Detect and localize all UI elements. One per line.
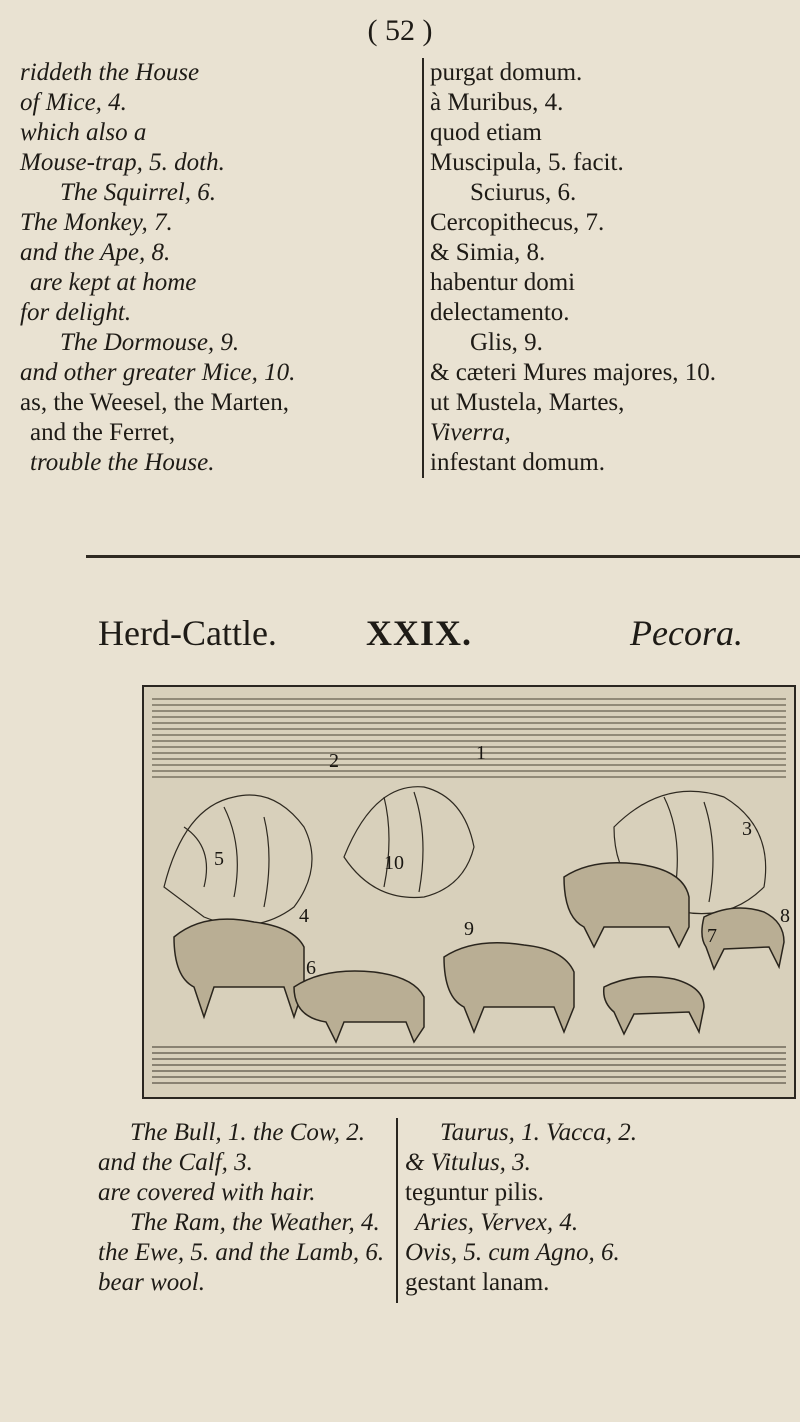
text-row <box>0 268 800 298</box>
text-row <box>0 148 800 178</box>
latin-line: purgat domum. <box>430 59 583 86</box>
text-row <box>0 118 800 148</box>
latin-line: & cæteri Mures majores, 10. <box>430 359 717 386</box>
latin-line: infestant domum. <box>430 449 605 476</box>
sky-hatching <box>152 699 786 777</box>
english-line: Mouse-trap, 5. doth. <box>20 149 225 176</box>
latin-line: Sciurus, 6. <box>470 179 577 206</box>
text-row <box>0 388 800 418</box>
latin-line: à Muribus, 4. <box>430 89 564 116</box>
ground-hatching <box>152 1047 786 1083</box>
section-divider <box>86 555 800 558</box>
english-line: riddeth the House <box>20 59 200 86</box>
english-line: and the Calf, 3. <box>98 1149 253 1176</box>
latin-line: Muscipula, 5. facit. <box>430 149 624 176</box>
english-line: The Ram, the Weather, 4. <box>130 1209 380 1236</box>
text-row <box>0 1268 800 1298</box>
text-row <box>0 358 800 388</box>
english-line: are covered with hair. <box>98 1179 316 1206</box>
plate-label: 6 <box>306 957 316 979</box>
english-line: bear wool. <box>98 1269 205 1296</box>
chapter-heading <box>0 610 800 660</box>
engraving-plate <box>142 685 796 1099</box>
text-row <box>0 208 800 238</box>
latin-line: Viverra, <box>430 419 511 446</box>
english-line: trouble the House. <box>30 449 215 476</box>
latin-line: teguntur pilis. <box>405 1179 544 1206</box>
english-line: and the Ape, 8. <box>20 239 171 266</box>
english-line: The Monkey, 7. <box>20 209 173 236</box>
english-line: The Squirrel, 6. <box>60 179 217 206</box>
plate-label: 1 <box>476 742 486 764</box>
text-row <box>0 1118 800 1148</box>
latin-line: delectamento. <box>430 299 570 326</box>
latin-line: Aries, Vervex, 4. <box>415 1209 579 1236</box>
latin-line: Ovis, 5. cum Agno, 6. <box>405 1239 620 1266</box>
page-number: ( 52 ) <box>367 14 433 47</box>
english-line: The Bull, 1. the Cow, 2. <box>130 1119 365 1146</box>
plate-label: 8 <box>780 905 790 927</box>
english-line: and the Ferret, <box>30 419 176 446</box>
english-line: are kept at home <box>30 269 197 296</box>
heading-latin: Pecora. <box>630 613 743 653</box>
latin-line: Glis, 9. <box>470 329 543 356</box>
english-line: which also a <box>20 119 147 146</box>
plate-label: 5 <box>214 848 224 870</box>
herd-cattle-engraving <box>144 687 794 1097</box>
english-line: of Mice, 4. <box>20 89 127 116</box>
plate-label: 7 <box>707 925 717 947</box>
text-row <box>0 1148 800 1178</box>
text-row <box>0 1238 800 1268</box>
text-row <box>0 88 800 118</box>
text-row <box>0 418 800 448</box>
latin-line: ut Mustela, Martes, <box>430 389 625 416</box>
text-row <box>0 178 800 208</box>
heading-english: Herd-Cattle. <box>98 613 277 653</box>
latin-line: & Vitulus, 3. <box>405 1149 531 1176</box>
animal-figures <box>174 863 784 1042</box>
bottom-section <box>0 1118 800 1298</box>
latin-line: Taurus, 1. Vacca, 2. <box>440 1119 638 1146</box>
text-row <box>0 1208 800 1238</box>
plate-label: 10 <box>384 852 404 874</box>
plate-label: 3 <box>742 818 752 840</box>
latin-line: gestant lanam. <box>405 1269 550 1296</box>
latin-line: & Simia, 8. <box>430 239 546 266</box>
english-line: as, the Weesel, the Marten, <box>20 389 289 416</box>
english-line: the Ewe, 5. and the Lamb, 6. <box>98 1239 385 1266</box>
english-line: and other greater Mice, 10. <box>20 359 296 386</box>
heading-number: XXIX. <box>366 613 473 653</box>
english-line: for delight. <box>20 299 132 326</box>
latin-line: habentur domi <box>430 269 576 296</box>
plate-label: 2 <box>329 750 339 772</box>
english-line: The Dormouse, 9. <box>60 329 240 356</box>
text-row <box>0 328 800 358</box>
latin-line: Cercopithecus, 7. <box>430 209 605 236</box>
text-row <box>0 1178 800 1208</box>
top-section <box>0 58 800 478</box>
latin-line: quod etiam <box>430 119 542 146</box>
text-row <box>0 238 800 268</box>
text-row <box>0 448 800 478</box>
plate-label: 4 <box>299 905 309 927</box>
text-row <box>0 298 800 328</box>
text-row <box>0 58 800 88</box>
plate-label: 9 <box>464 918 474 940</box>
